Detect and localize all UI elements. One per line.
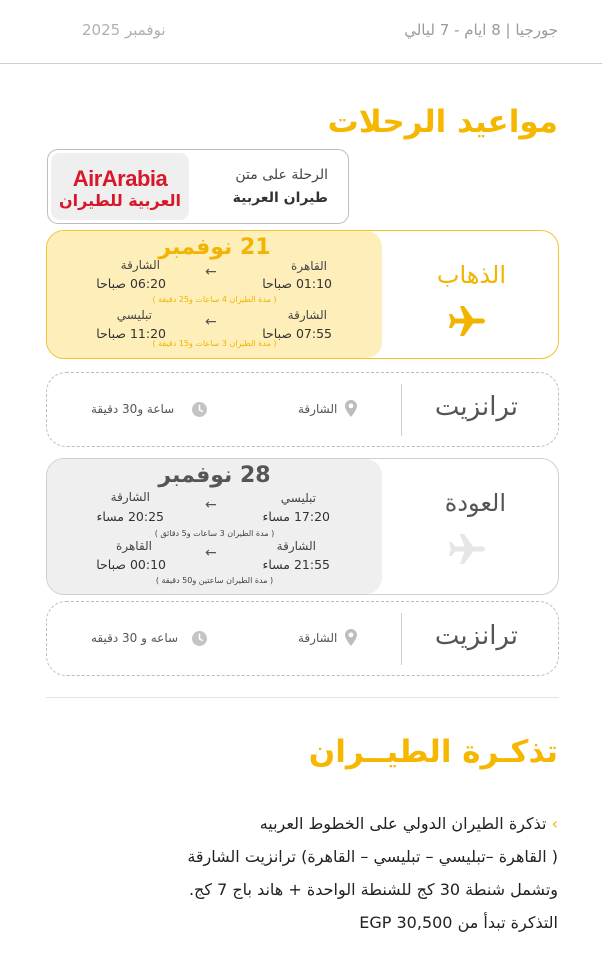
airline-logo-en: AirArabia bbox=[72, 166, 168, 191]
return-leg2-to-city: القاهرة bbox=[116, 539, 152, 553]
transit-duration: ساعة و30 دقيقة bbox=[91, 402, 175, 416]
transit-label: ترانزيت bbox=[434, 621, 518, 651]
chevron-icon: › bbox=[551, 814, 558, 833]
return-label: العودة bbox=[444, 489, 506, 517]
outbound-leg2-duration: ( مدة الطيران 3 ساعات و15 دقيقة ) bbox=[152, 339, 277, 348]
outbound-leg1-arrow: ← bbox=[205, 264, 217, 280]
return-leg1-from-time: 17:20 مساء bbox=[262, 509, 330, 524]
trip-month: نوفمبر 2025 bbox=[82, 21, 166, 39]
return-leg1-arrow: ← bbox=[205, 497, 217, 513]
outbound-leg2-to-time: 11:20 صباحا bbox=[96, 326, 166, 341]
airplane-icon bbox=[447, 529, 487, 569]
return-leg1-from-city: تبليسي bbox=[280, 491, 316, 505]
transit-card-outbound bbox=[46, 372, 559, 447]
outbound-flight-card bbox=[46, 230, 559, 359]
outbound-details-panel bbox=[47, 231, 382, 358]
return-flight-card bbox=[46, 458, 559, 595]
return-leg2-from-time: 21:55 مساء bbox=[262, 557, 330, 572]
section-divider bbox=[46, 697, 559, 698]
clock-icon bbox=[192, 402, 207, 417]
transit-label: ترانزيت bbox=[434, 392, 518, 422]
return-leg1-to-time: 20:25 مساء bbox=[96, 509, 164, 524]
return-leg2-from-city: الشارقة bbox=[276, 539, 316, 553]
return-leg1-to-city: الشارقة bbox=[110, 490, 150, 504]
return-leg1-duration: ( مدة الطيران 3 ساعات و5 دقائق ) bbox=[154, 529, 275, 538]
transit-separator bbox=[401, 613, 402, 665]
schedule-title: مواعيد الرحلات bbox=[327, 104, 558, 140]
ticket-line-1 bbox=[260, 814, 558, 833]
ticket-line-1-text: تذكرة الطيران الدولي على الخطوط العربيه bbox=[259, 814, 547, 833]
outbound-leg1-to-time: 06:20 صباحا bbox=[96, 276, 166, 291]
top-bar bbox=[0, 0, 602, 64]
ticket-title: تذكـرة الطيــران bbox=[308, 734, 558, 770]
airline-card bbox=[47, 149, 349, 224]
ticket-price: التذكرة تبدأ من EGP 30,500 bbox=[359, 913, 558, 932]
location-pin-icon bbox=[345, 629, 357, 646]
return-leg2-to-time: 00:10 صباحا bbox=[96, 557, 166, 572]
outbound-label: الذهاب bbox=[436, 261, 506, 289]
return-leg2-arrow: ← bbox=[205, 545, 217, 561]
outbound-leg2-arrow: ← bbox=[205, 314, 217, 330]
outbound-leg1-to-city: الشارقة bbox=[120, 258, 160, 272]
ticket-line-2: ( القاهرة –تبليسي – تبليسي – القاهرة) ترانزيت الشارقة bbox=[187, 847, 558, 866]
outbound-leg1-duration: ( مدة الطيران 4 ساعات و25 دقيقة ) bbox=[152, 295, 277, 304]
airline-name: طيران العربية bbox=[232, 190, 328, 206]
transit-place: الشارقة bbox=[298, 631, 338, 645]
outbound-leg1-from-time: 01:10 صباحا bbox=[262, 276, 332, 291]
ticket-line-3: وتشمل شنطة 30 كج للشنطة الواحدة + هاند باج 7 كج. bbox=[188, 880, 558, 899]
outbound-leg2-to-city: تبليسي bbox=[116, 308, 152, 322]
outbound-leg2-from-time: 07:55 صباحا bbox=[262, 326, 332, 341]
airplane-icon bbox=[447, 301, 487, 341]
location-pin-icon bbox=[345, 400, 357, 417]
transit-place: الشارقة bbox=[298, 402, 338, 416]
trip-summary: جورجيا | 8 ايام - 7 ليالي bbox=[404, 21, 558, 39]
airline-logo bbox=[51, 153, 189, 220]
airline-logo-ar: العربية للطيران bbox=[58, 191, 182, 210]
return-date: 28 نوفمبر bbox=[158, 463, 271, 488]
airline-caption: الرحلة على متن bbox=[235, 167, 328, 183]
transit-card-return bbox=[46, 601, 559, 676]
outbound-leg2-from-city: الشارقة bbox=[287, 308, 327, 322]
clock-icon bbox=[192, 631, 207, 646]
outbound-leg1-from-city: القاهرة bbox=[291, 259, 327, 273]
outbound-date: 21 نوفمبر bbox=[158, 235, 271, 260]
transit-separator bbox=[401, 384, 402, 436]
return-details-panel bbox=[47, 459, 382, 594]
return-leg2-duration: ( مدة الطيران ساعتين و50 دقيقة ) bbox=[155, 576, 274, 585]
transit-duration: ساعه و 30 دقيقه bbox=[91, 631, 179, 645]
